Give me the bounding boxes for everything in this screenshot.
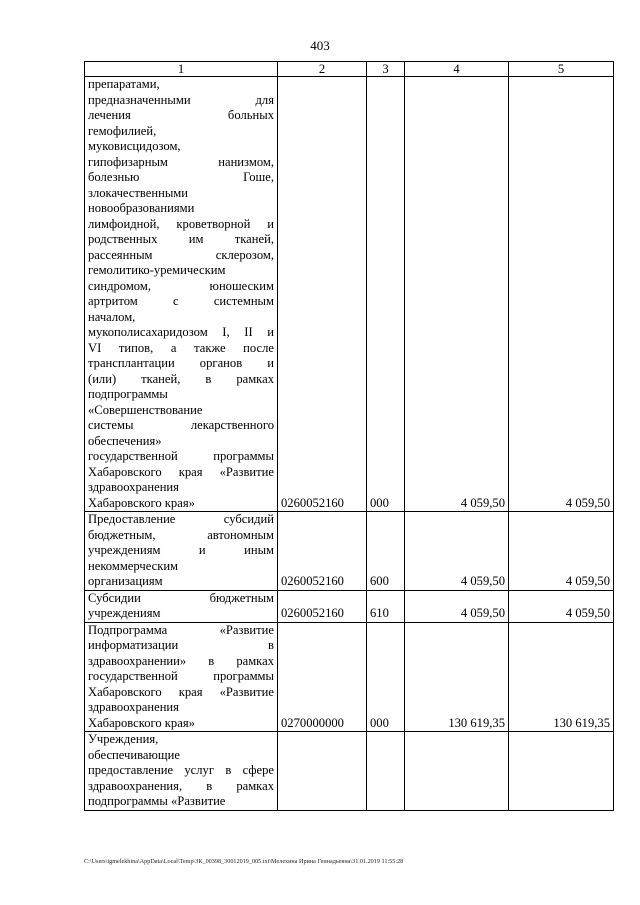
- table-row: [85, 77, 614, 512]
- row-name-line: муковисцидозом,: [88, 139, 181, 153]
- target-article-code: 0270000000: [278, 622, 367, 732]
- table-row: [85, 732, 614, 811]
- row-name-line: здравоохранения: [88, 700, 179, 714]
- file-path-footer: C:\Users\igmelekhina\AppData\Local\Temp\ЗК_00398_30012019_005.txt\Мелехина Ирина Геннадьевна\31.01.2019 11:55:28: [84, 858, 404, 865]
- expense-type-code: 600: [367, 512, 405, 591]
- expense-type-code: [367, 732, 405, 811]
- column-header: 5: [509, 62, 614, 77]
- row-name-cell: [85, 77, 278, 512]
- table-header-row: [85, 62, 614, 77]
- row-name-cell: [85, 732, 278, 811]
- column-header: 2: [278, 62, 367, 77]
- column-header: 4: [405, 62, 509, 77]
- row-name-line: здравоохранения: [88, 480, 179, 494]
- row-name-line: родственных им тканей,: [88, 232, 274, 246]
- target-article-code: [278, 732, 367, 811]
- budget-table: [84, 61, 614, 811]
- expense-type-code: 000: [367, 77, 405, 512]
- amount-column-5: 4 059,50: [509, 590, 614, 622]
- row-name-line: лимфоидной, кроветворной и: [88, 216, 274, 231]
- expense-type-code: 610: [367, 590, 405, 622]
- amount-column-5: [509, 732, 614, 811]
- row-name-line: государственной программы: [88, 449, 274, 463]
- row-name-line: предоставление услуг в сфере: [88, 763, 274, 777]
- row-name-line: VI типов, а также после: [88, 340, 274, 355]
- row-name-line: бюджетным, автономным: [88, 527, 274, 542]
- row-name-cell: [85, 622, 278, 732]
- row-name-line: Хабаровского края «Развитие: [88, 464, 274, 479]
- row-name-cell: [85, 512, 278, 591]
- row-name-line: препаратами,: [88, 77, 160, 91]
- row-name-line: гемофилией,: [88, 123, 157, 138]
- row-name-line: Учреждения,: [88, 732, 159, 746]
- amount-column-5: 130 619,35: [509, 622, 614, 732]
- row-name-line: некоммерческим: [88, 558, 179, 573]
- table-row: [85, 512, 614, 591]
- page-number: 403: [310, 38, 330, 53]
- row-name-line: Подпрограмма «Развитие: [88, 622, 274, 637]
- expense-type-code: 000: [367, 622, 405, 732]
- row-name-line: Хабаровского края «Развитие: [88, 684, 274, 699]
- row-name-line: болезнью Гоше,: [88, 170, 274, 184]
- target-article-code: 0260052160: [278, 512, 367, 591]
- row-name-line: организациям: [88, 574, 163, 588]
- row-name-line: учреждениям: [88, 606, 161, 620]
- row-name-line: здравоохранения, в рамках: [88, 778, 274, 793]
- row-name-line: злокачественными: [88, 185, 189, 200]
- table-body: [85, 77, 614, 811]
- row-name-line: новообразованиями: [88, 201, 195, 215]
- row-name-line: синдромом, юношеским: [88, 278, 274, 293]
- target-article-code: 0260052160: [278, 77, 367, 512]
- row-name-line: здравоохранении» в рамках: [88, 653, 274, 668]
- amount-column-4: 130 619,35: [405, 622, 509, 732]
- amount-column-4: [405, 732, 509, 811]
- target-article-code: 0260052160: [278, 590, 367, 622]
- row-name-line: «Совершенствование: [88, 402, 203, 417]
- row-name-line: артритом с системным: [88, 294, 274, 308]
- amount-column-4: 4 059,50: [405, 590, 509, 622]
- table-row: [85, 622, 614, 732]
- row-name-line: лечения больных: [88, 108, 274, 122]
- row-name-line: государственной программы: [88, 669, 274, 683]
- amount-column-5: 4 059,50: [509, 77, 614, 512]
- row-name-line: мукополисахаридозом I, II и: [88, 325, 274, 339]
- row-name-line: гемолитико-уремическим: [88, 263, 226, 277]
- row-name-cell: [85, 590, 278, 622]
- column-header: 1: [85, 62, 278, 77]
- row-name-line: обеспечивающие: [88, 747, 180, 762]
- row-name-line: трансплантации органов и: [88, 356, 274, 370]
- row-name-line: Субсидии бюджетным: [88, 590, 274, 605]
- row-name-line: информатизации в: [88, 638, 274, 652]
- column-header: 3: [367, 62, 405, 77]
- amount-column-4: 4 059,50: [405, 512, 509, 591]
- row-name-line: гипофизарным нанизмом,: [88, 154, 274, 169]
- table-row: [85, 590, 614, 622]
- row-name-line: Предоставление субсидий: [88, 512, 274, 526]
- amount-column-4: 4 059,50: [405, 77, 509, 512]
- row-name-line: системы лекарственного: [88, 418, 274, 432]
- row-name-line: учреждениям и иным: [88, 543, 274, 557]
- row-name-line: рассеянным склерозом,: [88, 247, 274, 262]
- row-name-line: Хабаровского края»: [88, 495, 195, 510]
- row-name-line: началом,: [88, 309, 136, 324]
- row-name-line: Хабаровского края»: [88, 715, 195, 730]
- row-name-line: обеспечения»: [88, 433, 162, 448]
- amount-column-5: 4 059,50: [509, 512, 614, 591]
- row-name-line: (или) тканей, в рамках: [88, 371, 274, 386]
- row-name-line: предназначенными для: [88, 92, 274, 107]
- row-name-line: подпрограммы «Развитие: [88, 794, 226, 808]
- row-name-line: подпрограммы: [88, 387, 168, 401]
